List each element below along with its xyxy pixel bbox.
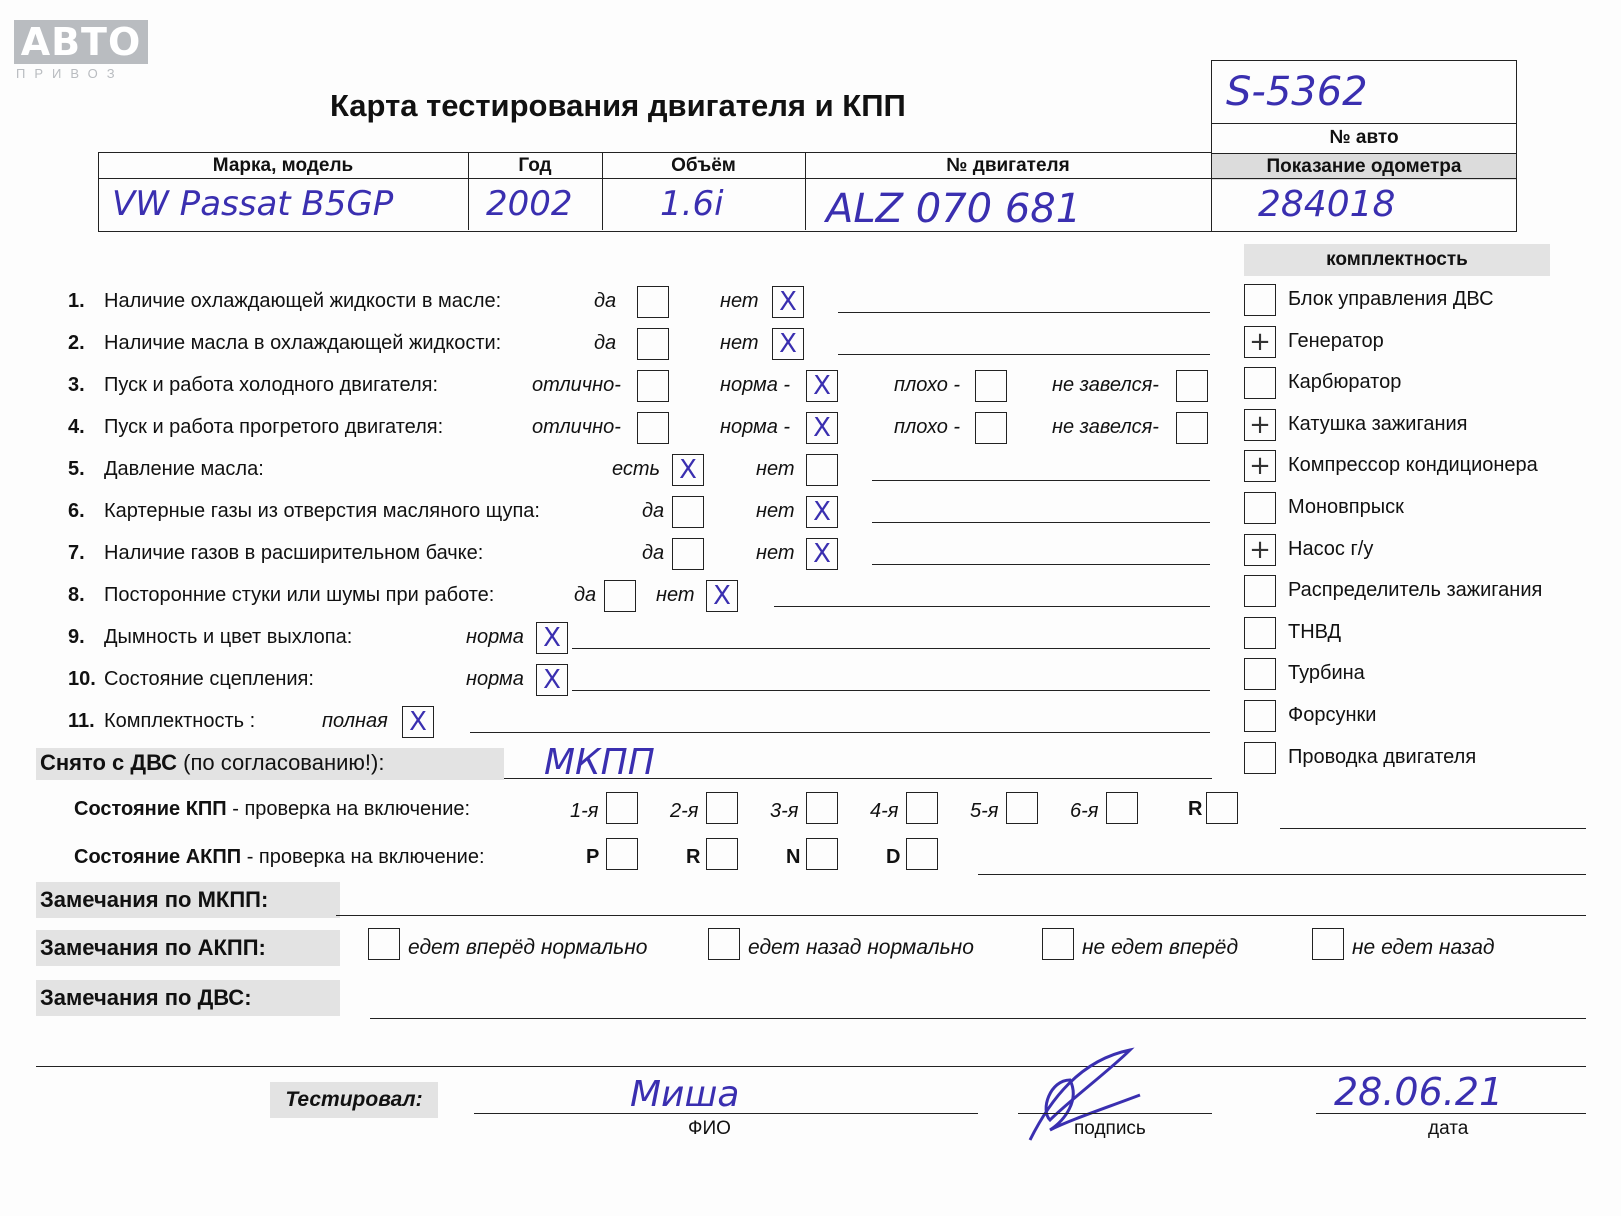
question-text: Пуск и работа холодного двигателя: <box>104 374 439 396</box>
question-number: 4. <box>68 416 85 438</box>
year-value: 2002 <box>486 184 573 224</box>
option-label: норма - <box>720 416 791 438</box>
option-label: норма <box>466 626 524 648</box>
kpp-gear-checkbox[interactable] <box>906 792 938 824</box>
removed-value: МКПП <box>544 742 655 783</box>
kpp-gear-label: 5-я <box>970 800 999 822</box>
option-label: нет <box>720 290 759 312</box>
col-year-header: Год <box>518 155 552 176</box>
completeness-checkbox[interactable] <box>1244 367 1276 399</box>
kpp-gear-label: 2-я <box>670 800 699 822</box>
option-checkbox[interactable] <box>806 496 838 528</box>
answer-line <box>470 732 1210 733</box>
date-label: дата <box>1428 1118 1469 1139</box>
question-number: 7. <box>68 542 85 564</box>
completeness-checkbox[interactable] <box>1244 492 1276 524</box>
answer-line <box>838 312 1210 313</box>
option-checkbox[interactable] <box>806 538 838 570</box>
completeness-item-label: Турбина <box>1288 662 1365 685</box>
akpp-remark-checkbox[interactable] <box>368 928 400 960</box>
removed-line <box>504 778 1212 779</box>
akpp-gear-label: R <box>686 846 701 868</box>
akpp-remark-checkbox[interactable] <box>708 928 740 960</box>
remarks-mkpp-line <box>336 915 1586 916</box>
completeness-item-label: Компрессор кондиционера <box>1288 454 1538 477</box>
kpp-line <box>1280 828 1586 829</box>
option-checkbox-mark: X <box>713 581 731 611</box>
option-checkbox[interactable] <box>672 496 704 528</box>
logo-subtitle: ПРИВОЗ <box>16 66 124 81</box>
removed-label-paren: (по согласованию!): <box>183 750 385 775</box>
option-checkbox-mark: X <box>813 413 831 443</box>
completeness-item-label: Распределитель зажигания <box>1288 579 1543 602</box>
question-number: 11. <box>68 710 95 732</box>
option-checkbox-mark: X <box>779 287 797 317</box>
kpp-gear-label: 1-я <box>570 800 599 822</box>
akpp-remark-label: едет назад нормально <box>748 936 974 959</box>
kpp-gear-checkbox[interactable] <box>806 792 838 824</box>
akpp-gear-checkbox[interactable] <box>806 838 838 870</box>
kpp-gear-checkbox[interactable] <box>1106 792 1138 824</box>
option-checkbox[interactable] <box>536 664 568 696</box>
option-label: есть <box>612 458 661 480</box>
option-label: нет <box>656 584 695 606</box>
completeness-item-label: Карбюратор <box>1288 371 1402 394</box>
odometer-value: 284018 <box>1258 184 1396 225</box>
question-number: 3. <box>68 374 85 396</box>
akpp-remark-checkbox[interactable] <box>1042 928 1074 960</box>
model-value: VW Passat B5GP <box>112 184 394 224</box>
answer-line <box>838 354 1210 355</box>
completeness-item-label: Проводка двигателя <box>1288 745 1477 768</box>
completeness-mark: + <box>1249 409 1271 440</box>
option-checkbox-mark: X <box>679 455 697 485</box>
option-checkbox[interactable] <box>536 622 568 654</box>
completeness-checkbox[interactable] <box>1244 700 1276 732</box>
option-checkbox[interactable] <box>975 412 1007 444</box>
question-text: Посторонние стуки или шумы при работе: <box>104 584 495 606</box>
completeness-checkbox[interactable] <box>1244 658 1276 690</box>
option-label: нет <box>720 332 759 354</box>
question-number: 2. <box>68 332 85 354</box>
completeness-mark: + <box>1249 534 1271 565</box>
completeness-item-label: Насос г/у <box>1288 537 1374 560</box>
auto-number-label: № авто <box>1329 127 1399 148</box>
option-label: плохо - <box>894 416 961 438</box>
question-text: Наличие газов в расширительном бачке: <box>104 542 484 564</box>
akpp-gear-label: D <box>886 846 901 868</box>
tested-label: Тестировал: <box>270 1082 438 1118</box>
option-label: да <box>574 584 597 606</box>
option-checkbox[interactable] <box>772 328 804 360</box>
question-text: Комплектность : <box>104 710 256 732</box>
option-checkbox[interactable] <box>672 538 704 570</box>
question-text: Картерные газы из отверстия масляного щупа: <box>104 500 540 522</box>
completeness-item-label: Генератор <box>1288 329 1384 352</box>
question-number: 9. <box>68 626 85 648</box>
option-checkbox-mark: X <box>543 623 561 653</box>
completeness-item-label: Форсунки <box>1288 704 1377 726</box>
question-text: Давление масла: <box>104 458 264 480</box>
col-model-header: Марка, модель <box>212 155 354 176</box>
completeness-item-label: Моновпрыск <box>1288 496 1404 518</box>
option-label: нет <box>756 500 795 522</box>
question-number: 1. <box>68 290 85 312</box>
kpp-gear-label: 3-я <box>770 800 799 822</box>
option-checkbox[interactable] <box>975 370 1007 402</box>
auto-number-divider <box>1212 123 1516 124</box>
auto-number-value: S-5362 <box>1226 69 1368 115</box>
question-number: 10. <box>68 668 96 690</box>
option-label: норма <box>466 668 524 690</box>
completeness-checkbox[interactable] <box>1244 575 1276 607</box>
option-checkbox-mark: X <box>813 539 831 569</box>
option-checkbox[interactable] <box>637 328 669 360</box>
logo: АВТО <box>14 20 148 64</box>
kpp-gear-label: 4-я <box>870 800 899 822</box>
col-engine-header: № двигателя <box>946 155 1070 176</box>
option-checkbox-mark: X <box>813 497 831 527</box>
fio-line <box>474 1113 978 1114</box>
option-checkbox[interactable] <box>706 580 738 612</box>
option-checkbox[interactable] <box>806 412 838 444</box>
option-label: нет <box>756 542 795 564</box>
completeness-checkbox[interactable] <box>1244 409 1276 441</box>
answer-line <box>774 606 1210 607</box>
question-text: Дымность и цвет выхлопа: <box>104 626 353 648</box>
option-checkbox[interactable] <box>604 580 636 612</box>
engine-number-value: ALZ 070 681 <box>826 186 1082 232</box>
completeness-checkbox[interactable] <box>1244 534 1276 566</box>
akpp-remark-label: не едет вперёд <box>1082 936 1239 959</box>
question-number: 6. <box>68 500 85 522</box>
question-number: 5. <box>68 458 85 480</box>
option-checkbox-mark: X <box>779 329 797 359</box>
option-checkbox-mark: X <box>543 665 561 695</box>
option-label: да <box>642 500 665 522</box>
question-number: 8. <box>68 584 85 606</box>
answer-line <box>872 564 1210 565</box>
remarks-extra-line <box>36 1066 1586 1067</box>
completeness-checkbox[interactable] <box>1244 284 1276 316</box>
answer-line <box>872 480 1210 481</box>
completeness-mark: + <box>1249 451 1271 482</box>
option-checkbox[interactable] <box>806 370 838 402</box>
kpp-gear-checkbox[interactable] <box>1206 792 1238 824</box>
sign-label: подпись <box>1074 1118 1146 1139</box>
kpp-gear-label: R <box>1188 798 1203 820</box>
answer-line <box>872 522 1210 523</box>
option-checkbox[interactable] <box>637 370 669 402</box>
option-checkbox[interactable] <box>637 286 669 318</box>
question-text: Состояние сцепления: <box>104 668 314 690</box>
option-checkbox[interactable] <box>1176 412 1208 444</box>
akpp-gear-checkbox[interactable] <box>706 838 738 870</box>
completeness-checkbox[interactable] <box>1244 742 1276 774</box>
question-text: Наличие охлаждающей жидкости в масле: <box>104 290 502 312</box>
test-date: 28.06.21 <box>1334 1070 1504 1114</box>
auto-number-box <box>1211 60 1517 180</box>
removed-label <box>40 750 384 776</box>
akpp-gear-checkbox[interactable] <box>906 838 938 870</box>
option-label: не завелся- <box>1052 374 1159 396</box>
option-label: да <box>642 542 665 564</box>
option-checkbox[interactable] <box>402 706 434 738</box>
sign-line <box>1018 1113 1212 1114</box>
kpp-gear-checkbox[interactable] <box>1006 792 1038 824</box>
akpp-line <box>978 874 1586 875</box>
completeness-checkbox[interactable] <box>1244 617 1276 649</box>
option-label: да <box>594 332 617 354</box>
option-label: нет <box>756 458 795 480</box>
removed-label-bold: Снято с ДВС <box>40 750 178 775</box>
date-line <box>1316 1113 1586 1114</box>
option-checkbox[interactable] <box>772 286 804 318</box>
akpp-label: Состояние АКПП - проверка на включение: <box>74 846 485 868</box>
remarks-dvs-line <box>370 1018 1586 1019</box>
odometer-header: Показание одометра <box>1212 153 1516 180</box>
akpp-gear-label: P <box>586 846 600 868</box>
completeness-item-label: ТНВД <box>1288 620 1342 643</box>
completeness-checkbox[interactable] <box>1244 326 1276 358</box>
option-label: полная <box>322 710 388 732</box>
akpp-remark-label: не едет назад <box>1352 936 1495 959</box>
question-text: Пуск и работа прогретого двигателя: <box>104 416 444 438</box>
akpp-gear-label: N <box>786 846 801 868</box>
completeness-item-label: Блок управления ДВС <box>1288 288 1494 310</box>
completeness-checkbox[interactable] <box>1244 450 1276 482</box>
fio-label: ФИО <box>688 1118 731 1139</box>
akpp-gear-checkbox[interactable] <box>606 838 638 870</box>
option-label: норма - <box>720 374 791 396</box>
tester-name: Миша <box>630 1074 740 1115</box>
option-checkbox[interactable] <box>672 454 704 486</box>
kpp-gear-checkbox[interactable] <box>606 792 638 824</box>
option-checkbox[interactable] <box>1176 370 1208 402</box>
remarks-mkpp-label: Замечания по МКПП: <box>36 882 340 918</box>
option-checkbox[interactable] <box>806 454 838 486</box>
answer-line <box>572 690 1210 691</box>
question-text: Наличие масла в охлаждающей жидкости: <box>104 332 502 354</box>
option-checkbox[interactable] <box>637 412 669 444</box>
completeness-mark: + <box>1249 326 1271 357</box>
option-label: да <box>594 290 617 312</box>
kpp-label: Состояние КПП - проверка на включение: <box>74 798 471 820</box>
option-checkbox-mark: X <box>813 371 831 401</box>
akpp-remark-label: едет вперёд нормально <box>408 936 648 959</box>
option-label: плохо - <box>894 374 961 396</box>
akpp-remark-checkbox[interactable] <box>1312 928 1344 960</box>
option-label: не завелся- <box>1052 416 1159 438</box>
volume-value: 1.6i <box>660 184 724 224</box>
kpp-gear-checkbox[interactable] <box>706 792 738 824</box>
remarks-akpp-label: Замечания по АКПП: <box>36 930 340 966</box>
completeness-item-label: Катушка зажигания <box>1288 412 1468 435</box>
option-label: отлично- <box>532 374 621 396</box>
col-volume-header: Объём <box>671 155 736 176</box>
kpp-gear-label: 6-я <box>1070 800 1099 822</box>
page-title: Карта тестирования двигателя и КПП <box>330 88 906 123</box>
answer-line <box>572 648 1210 649</box>
remarks-dvs-label: Замечания по ДВС: <box>36 980 340 1016</box>
option-label: отлично- <box>532 416 621 438</box>
option-checkbox-mark: X <box>409 707 427 737</box>
completeness-header: комплектность <box>1244 244 1550 276</box>
